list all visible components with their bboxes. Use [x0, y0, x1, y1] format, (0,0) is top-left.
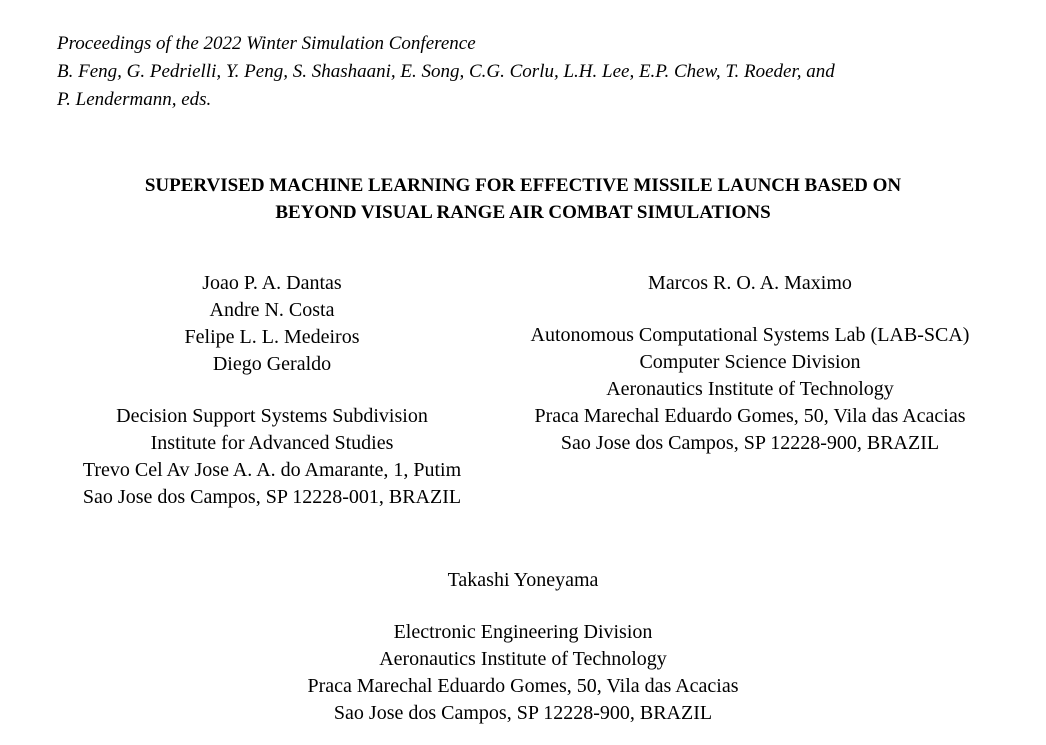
author-name: Diego Geraldo [212, 353, 332, 375]
spacer [0, 594, 1046, 619]
proceedings-line: Proceedings of the 2022 Winter Simulation Conference [57, 33, 476, 54]
affiliation-line: Aeronautics Institute of Technology [379, 648, 667, 670]
author-group-right [500, 270, 1000, 457]
editors-line: P. Lendermann, eds. [57, 89, 212, 110]
affiliation-line: Sao Jose dos Campos, SP 12228-900, BRAZIL [333, 702, 713, 724]
affiliation-line: Aeronautics Institute of Technology [606, 378, 894, 400]
affiliation-line: Praca Marechal Eduardo Gomes, 50, Vila das Acacias [534, 405, 966, 427]
affiliation-line: Electronic Engineering Division [393, 621, 653, 643]
author-name: Takashi Yoneyama [447, 569, 599, 591]
author-name: Marcos R. O. A. Maximo [648, 272, 852, 294]
affiliation-line: Sao Jose dos Campos, SP 12228-900, BRAZIL [560, 432, 940, 454]
author-group-bottom [0, 567, 1046, 727]
author-name: Joao P. A. Dantas [202, 272, 342, 294]
author-group-left [0, 270, 544, 511]
affiliation-line: Decision Support Systems Subdivision [116, 405, 428, 427]
affiliation-line: Praca Marechal Eduardo Gomes, 50, Vila das Acacias [307, 675, 739, 697]
paper-title [0, 172, 1046, 226]
affiliation-line: Institute for Advanced Studies [150, 432, 394, 454]
spacer [0, 378, 544, 403]
proceedings-header [57, 30, 1017, 114]
affiliation-line: Computer Science Division [639, 351, 861, 373]
title-line: BEYOND VISUAL RANGE AIR COMBAT SIMULATIONS [275, 202, 771, 223]
author-name: Felipe L. L. Medeiros [184, 326, 360, 348]
spacer [500, 297, 1000, 322]
author-name: Andre N. Costa [209, 299, 335, 321]
title-line: SUPERVISED MACHINE LEARNING FOR EFFECTIVE MISSILE LAUNCH BASED ON [144, 175, 902, 196]
affiliation-line: Trevo Cel Av Jose A. A. do Amarante, 1, Putim [82, 459, 462, 481]
affiliation-line: Sao Jose dos Campos, SP 12228-001, BRAZIL [82, 486, 462, 508]
editors-line: B. Feng, G. Pedrielli, Y. Peng, S. Shashaani, E. Song, C.G. Corlu, L.H. Lee, E.P. Chew, T. Roeder, and [57, 61, 835, 82]
affiliation-line: Autonomous Computational Systems Lab (LAB-SCA) [530, 324, 970, 346]
